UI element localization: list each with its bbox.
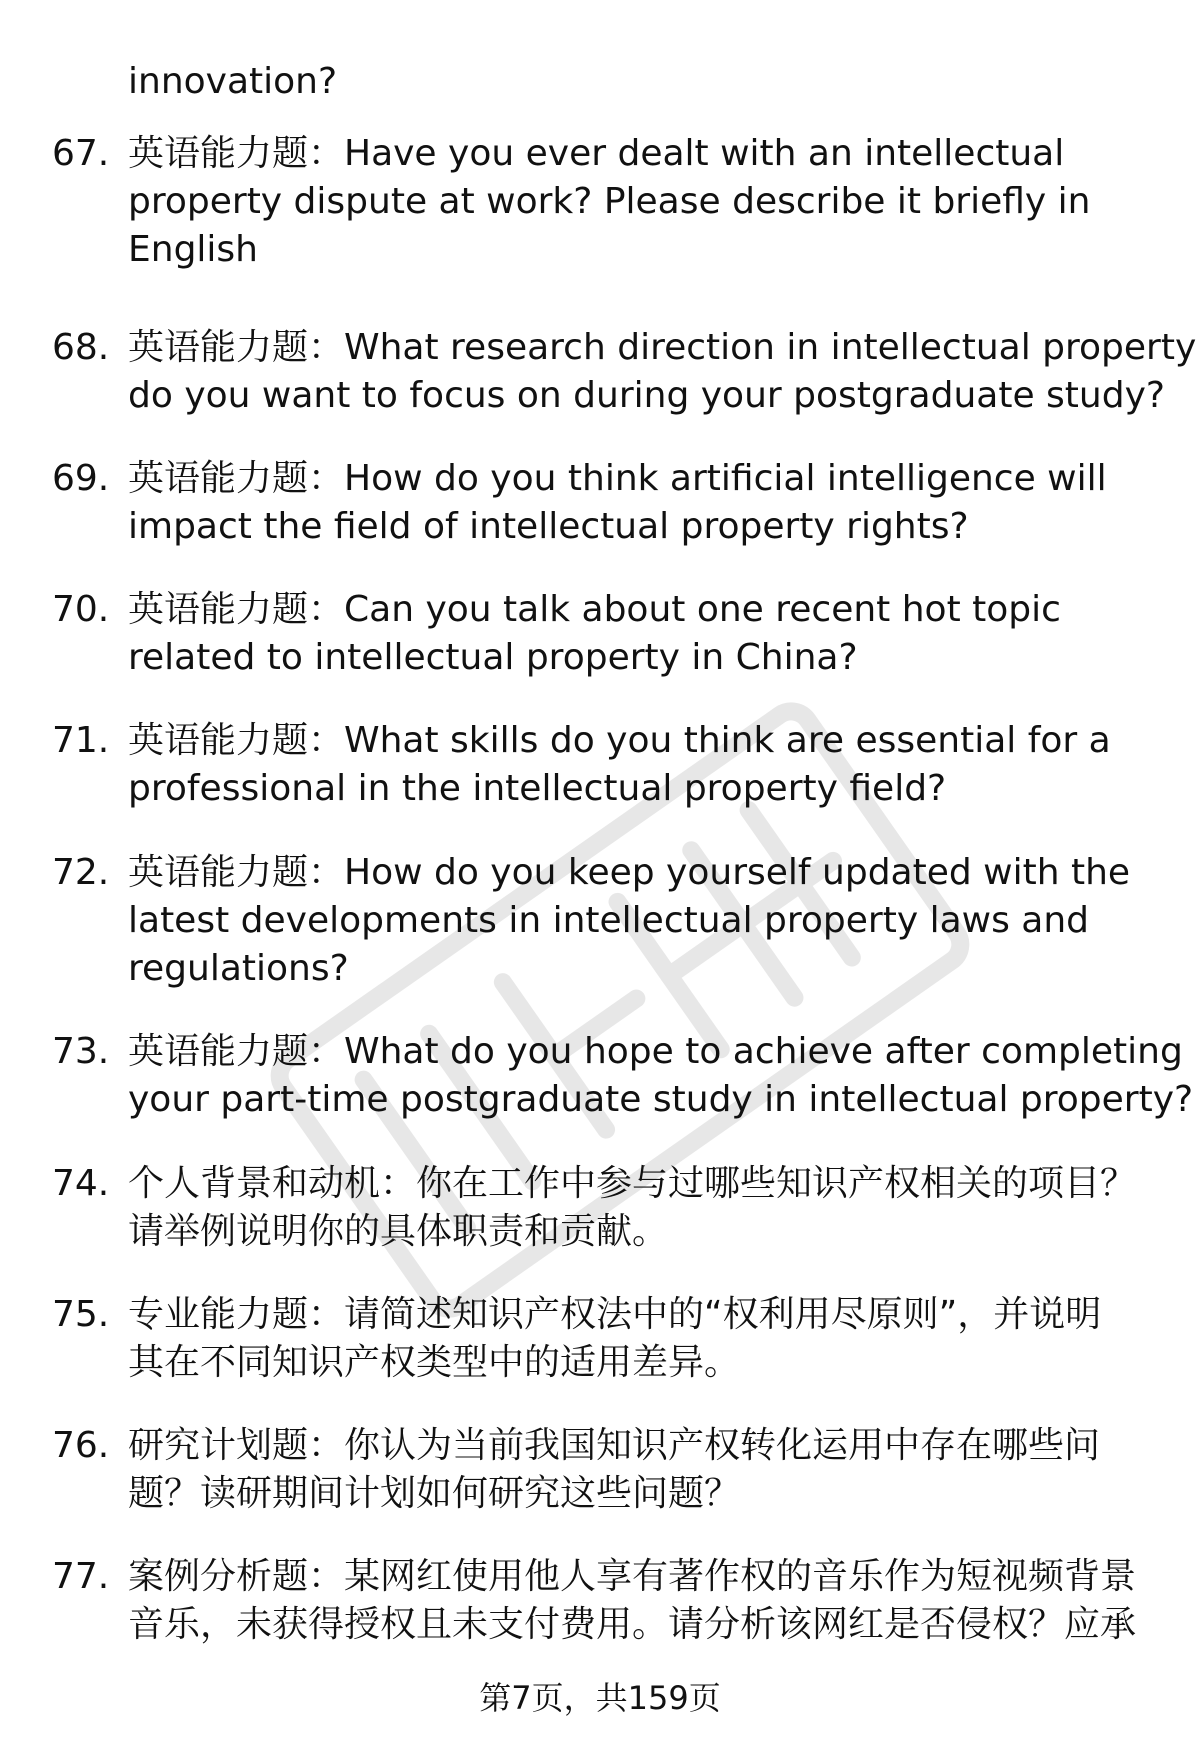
question-line: property dispute at work? Please describe it briefly in <box>128 181 1091 222</box>
question-text <box>128 717 1168 813</box>
page-footer: 第7页，共159页 <box>479 1679 721 1717</box>
question-line: 个人背景和动机：你在工作中参与过哪些知识产权相关的项目？ <box>128 1163 1137 1204</box>
question-line: regulations? <box>128 948 349 989</box>
question-number: 69. <box>52 458 110 499</box>
question-number: 74. <box>52 1163 110 1204</box>
question-line: your part-time postgraduate study in intellectual property? <box>128 1079 1194 1120</box>
question-line: 英语能力题：Have you ever dealt with an intellectual <box>128 133 1065 174</box>
question-line: 英语能力题：How do you keep yourself updated with the <box>128 852 1131 893</box>
question-line: 案例分析题：某网红使用他人享有著作权的音乐作为短视频背景 <box>128 1556 1137 1597</box>
question-text <box>128 1291 1168 1387</box>
question-text <box>128 1422 1168 1518</box>
question-line: 英语能力题：What skills do you think are essential for a <box>128 720 1111 761</box>
question-line: professional in the intellectual property field? <box>128 768 947 809</box>
question-line: related to intellectual property in China? <box>128 637 858 678</box>
question-line: impact the field of intellectual property rights? <box>128 506 969 547</box>
question-text <box>128 455 1168 551</box>
question-line: 英语能力题：What research direction in intellectual property <box>128 327 1197 368</box>
question-text <box>128 586 1168 682</box>
question-number: 77. <box>52 1556 110 1597</box>
question-text <box>128 130 1168 274</box>
question-line: latest developments in intellectual property laws and <box>128 900 1090 941</box>
question-line: 研究计划题：你认为当前我国知识产权转化运用中存在哪些问 <box>128 1425 1101 1466</box>
continued-text: innovation? <box>128 61 338 102</box>
question-text <box>128 1160 1168 1256</box>
question-line: 英语能力题：Can you talk about one recent hot topic <box>128 589 1061 630</box>
question-text <box>128 1028 1194 1124</box>
question-number: 72. <box>52 852 110 893</box>
question-text <box>128 1553 1168 1649</box>
question-number: 71. <box>52 720 110 761</box>
question-text <box>128 849 1168 993</box>
question-number: 70. <box>52 589 110 630</box>
question-line: 题？读研期间计划如何研究这些问题？ <box>128 1473 741 1514</box>
question-line: 英语能力题：How do you think artificial intelligence will <box>128 458 1107 499</box>
question-number: 68. <box>52 327 110 368</box>
question-number: 73. <box>52 1031 110 1072</box>
question-line: English <box>128 229 258 270</box>
question-line: 音乐，未获得授权且未支付费用。请分析该网红是否侵权？应承 <box>128 1604 1137 1645</box>
question-line: 英语能力题：What do you hope to achieve after completing <box>128 1031 1183 1072</box>
question-line: 请举例说明你的具体职责和贡献。 <box>128 1211 669 1252</box>
question-line: do you want to focus on during your postgraduate study? <box>128 375 1165 416</box>
question-number: 67. <box>52 133 110 174</box>
question-line: 专业能力题：请简述知识产权法中的“权利用尽原则”，并说明 <box>128 1294 1102 1335</box>
question-number: 76. <box>52 1425 110 1466</box>
question-line: 其在不同知识产权类型中的适用差异。 <box>128 1342 741 1383</box>
question-text <box>128 324 1197 420</box>
question-number: 75. <box>52 1294 110 1335</box>
